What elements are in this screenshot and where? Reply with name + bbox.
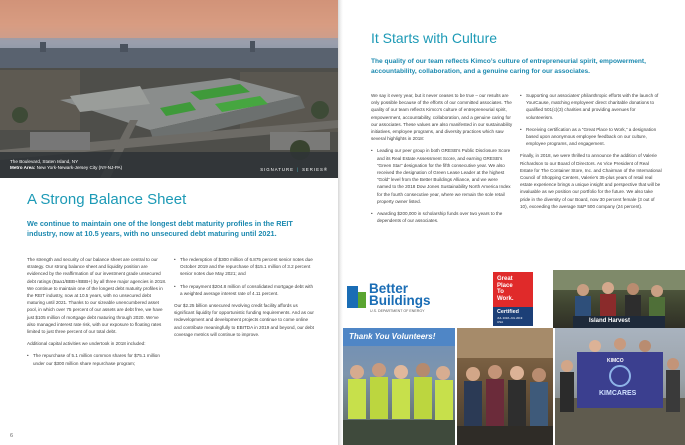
series-tag-b: SERIES® <box>302 167 328 172</box>
left-col1-bullets <box>27 352 167 366</box>
kimcares-banner-text: KIMCARES <box>599 390 637 397</box>
right-col1-paragraph: We say it every year, but it never ceases to be true – our results are only possible because of the efforts of our committed associates. The quality of our team reflects Kimco’s culture of entrepreneurial spirit, empowerment, accountability, collaboration, and a genuine caring for our associates. These values are also manifested in our sustainability initiatives, employee programs, and diversity practices which saw several highlights in 2018: <box>371 93 513 142</box>
better-buildings-text-1: Better <box>369 281 409 296</box>
aerial-illustration <box>0 0 338 178</box>
better-buildings-subtext: U.S. DEPARTMENT OF ENERGY <box>370 309 425 313</box>
island-harvest-photo <box>553 270 685 328</box>
series-tag-a: SIGNATURE <box>260 167 294 172</box>
left-page <box>0 0 338 445</box>
page-number: 6 <box>10 433 14 439</box>
gptw-country: USA <box>497 320 504 324</box>
gptw-dates: JUL 2018–JUL 2019 <box>497 316 523 320</box>
kimcares-group <box>555 328 685 445</box>
bullet-item: • Leading our peer group in both GRESB’s Public Disclosure Score and its Real Estate Assessment Score, and earning GRESB’s “Green Star” designation for the fifth consecutive year. We also received the designation of Green Lease Leader at the highest “Gold” level from the Better Buildings Alliance, and we were named to the 2018 Dow Jones Sustainability North America Index for the fourth consecutive year, where we remain the sole retail property owner listed. <box>371 147 513 205</box>
thank-you-banner-text: Thank You Volunteers! <box>349 332 436 341</box>
hero-caption-location: The Boulevard, Staten Island, NY <box>10 159 79 164</box>
island-harvest-sign: Island Harvest <box>589 318 631 324</box>
right-col2-paragraph: Finally, in 2018, we were thrilled to announce the addition of Valerie Richardson to our Board of Directors. As Vice President of Real Estate for The Container Store, Inc. and Chairman of the International Council of Shopping Centers, Valerie’s 35-plus years of retail real estate experience brings a unique insight and perspective that will be invaluable as we position our portfolio for the future. We also take pride in the diversity of our Board, now 30 percent female (3 out of 10), exceeding the average S&P 500 company (24 percent). <box>520 153 662 209</box>
signature-series-tag: SIGNATURE | SERIES® <box>260 167 328 172</box>
left-col1-paragraph-2: Additional capital activities we undertook in 2018 included: <box>27 341 146 347</box>
left-lead-paragraph: We continue to maintain one of the longest debt maturity profiles in the REIT industry, now at 10.5 years, with no unsecured debt maturing until 2021. <box>27 219 293 238</box>
gptw-badge <box>493 272 533 326</box>
kimco-banner-text: KIMCO <box>607 358 624 364</box>
bullet-item: • The repurchase of 5.1 million common shares for $75.1 million under our $300 million share repurchase program; <box>27 352 167 366</box>
left-col2-bullets <box>174 256 316 297</box>
team-group-people <box>457 328 553 445</box>
better-buildings-text-2: Buildings <box>369 293 431 308</box>
right-column-2 <box>520 92 663 215</box>
right-column-1 <box>371 92 513 229</box>
right-page <box>343 0 685 445</box>
bullet-item: • Receiving certification as a “Great Place to Work,” a designation based upon anonymous employee feedback on our culture, employee programs, and engagement. <box>520 126 663 148</box>
kimcares-photo <box>555 328 685 445</box>
team-group-photo <box>457 328 553 445</box>
right-col2-bullets <box>520 92 663 147</box>
bullet-item: • The redemption of $300 million of 6.875 percent senior notes due October 2019 and the repurchase of $15.1 million of 3.2 percent senior notes due May 2021; and <box>174 256 316 278</box>
left-column-2 <box>174 256 316 343</box>
left-col1-paragraph-1: The strength and security of our balance sheet are central to our strategy. Our strong balance sheet and liquidity position are evidenced by the reaffirmation of our investment grade unsecured debt ratings (Baa1/BBB+/BBB+) by all three major agencies in 2018. We continue to maintain one of the longest debt maturity profiles in the REIT industry, now at 10.5 years, with no unsecured debt maturing until 2021. Thanks to our sizeable unencumbered asset pool, in which over 75 percent of our assets are debt free, we have just $105 million of mortgage debt maturing through 2020. We’ve also managed interest rate risk, with our exposure to floating rates limited to just three percent of our total debt. <box>27 257 167 335</box>
metro-label: Metro Area: <box>10 165 36 170</box>
hero-caption-metro <box>10 165 122 171</box>
gptw-title <box>497 276 514 302</box>
gptw-certified: Certified <box>497 309 519 315</box>
metro-value: New York-Newark-Jersey City (NY-NJ-PA) <box>35 165 123 170</box>
hero-caption <box>10 159 122 171</box>
left-col2-paragraph: Our $2.25 billion unsecured revolving credit facility affords us significant liquidity for opportunistic funding requirements. And as our redevelopment and development projects continue to come online and contribute meaningfully to EBITDA in 2019 and beyond, our debt coverage metrics will continue to improve. <box>174 303 314 337</box>
hero-aerial-photo <box>0 0 338 178</box>
gptw-line-1: Great <box>497 276 513 282</box>
right-col1-bullets <box>371 147 513 224</box>
bullet-item: • Awarding $200,000 in scholarship funds over two years to the dependents of our associates. <box>371 210 513 224</box>
gptw-line-2: Place <box>497 282 513 289</box>
gptw-line-3: To <box>497 289 504 296</box>
bullet-item: • Supporting our associates’ philanthropic efforts with the launch of YourCause, matching employees’ direct charitable donations to qualified 501(c)(3) charities and providing avenues for volunteerism. <box>520 92 663 121</box>
volunteer-group <box>343 328 455 445</box>
left-page-title: A Strong Balance Sheet <box>27 191 187 208</box>
right-page-title: It Starts with Culture <box>371 30 498 46</box>
bullet-item: • The repayment $204.8 million of consolidated mortgage debt with a weighted average interest rate of 4.11 percent. <box>174 283 316 297</box>
thank-you-volunteers-photo <box>343 328 455 445</box>
gptw-line-4: Work. <box>497 295 514 302</box>
left-column-1 <box>27 256 167 372</box>
right-lead-paragraph: The quality of our team reflects Kimco’s culture of entrepreneurial spirit, empowerment, accountability, collaboration, and a genuine caring for our associates. <box>371 58 646 75</box>
better-buildings-logo <box>343 270 463 325</box>
